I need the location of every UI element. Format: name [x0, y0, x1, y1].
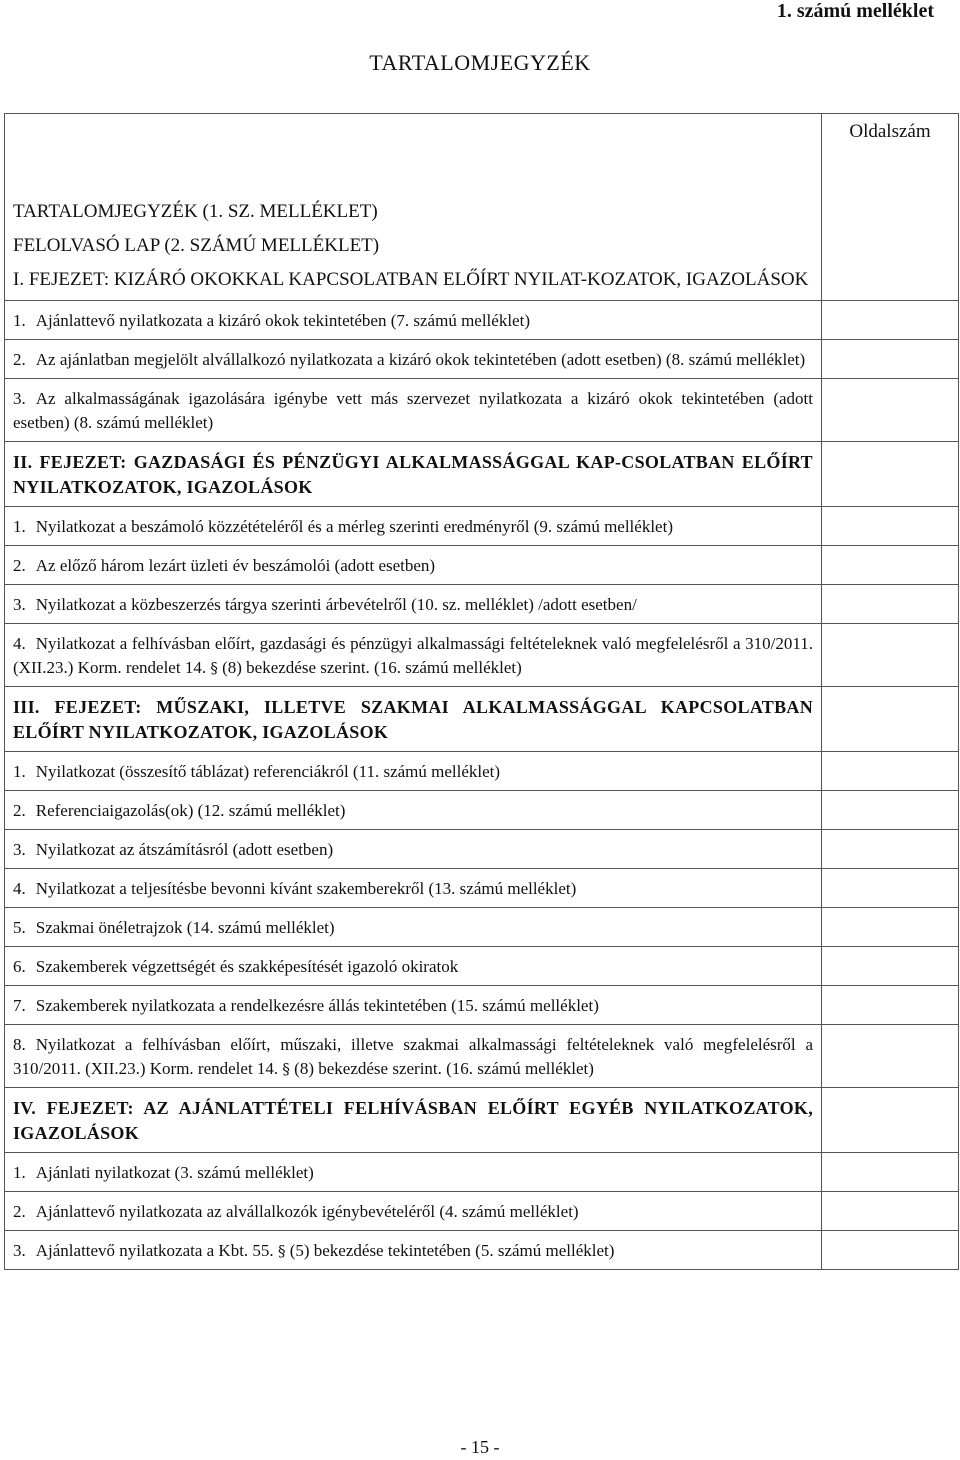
item-text: Szakemberek végzettségét és szakképesítését igazoló okiratok [35, 957, 459, 976]
item-text: Az alkalmasságának igazolására igénybe vett más szervezet nyilatkozata a kizáró okok tekintetében (adott esetben) (8. számú melléklet) [13, 389, 813, 432]
item-number: 3. [13, 595, 26, 614]
toc-item-row [5, 752, 959, 791]
toc-header-line: I. FEJEZET: KIZÁRÓ OKOKKAL KAPCSOLATBAN ELŐÍRT NYILAT-KOZATOK, IGAZOLÁSOK [13, 269, 809, 290]
item-text: Szakemberek nyilatkozata a rendelkezésre állás tekintetében (15. számú melléklet) [35, 996, 599, 1015]
toc-item [5, 1192, 822, 1231]
item-text: Ajánlattevő nyilatkozata az alvállalkozók igénybevételéről (4. számú melléklet) [35, 1202, 579, 1221]
toc-item-row [5, 546, 959, 585]
toc-item [5, 830, 822, 869]
item-text: Nyilatkozat az átszámításról (adott esetben) [35, 840, 334, 859]
item-number: 5. [13, 918, 26, 937]
page-number-cell [822, 624, 959, 687]
page-number-cell [822, 1088, 959, 1153]
item-number: 1. [13, 311, 26, 330]
page-number-cell [822, 752, 959, 791]
toc-table [4, 113, 959, 1270]
toc-item-row [5, 1153, 959, 1192]
item-text: Nyilatkozat a teljesítésbe bevonni kívánt szakemberekről (13. számú melléklet) [35, 879, 577, 898]
item-number: 1. [13, 517, 26, 536]
toc-item [5, 908, 822, 947]
toc-item-row [5, 301, 959, 340]
chapter-title: IV. FEJEZET: AZ AJÁNLATTÉTELI FELHÍVÁSBAN ELŐÍRT EGYÉB NYILATKOZATOK, IGAZOLÁSOK [13, 1098, 813, 1143]
toc-body [5, 301, 959, 1270]
page-number-cell [822, 908, 959, 947]
toc-item [5, 624, 822, 687]
item-number: 4. [13, 634, 26, 653]
toc-item [5, 1231, 822, 1270]
page-number-cell [822, 301, 959, 340]
toc-item-row [5, 585, 959, 624]
toc-item-row [5, 507, 959, 546]
item-number: 2. [13, 556, 26, 575]
page-number-cell [822, 1231, 959, 1270]
toc-item-row [5, 1192, 959, 1231]
item-text: Az előző három lezárt üzleti év beszámolói (adott esetben) [35, 556, 436, 575]
item-text: Nyilatkozat a beszámoló közzétételéről és a mérleg szerinti eredményről (9. számú melléklet) [35, 517, 673, 536]
item-text: Szakmai önéletrajzok (14. számú melléklet) [35, 918, 335, 937]
item-number: 7. [13, 996, 26, 1015]
item-number: 2. [13, 1202, 26, 1221]
toc-item [5, 791, 822, 830]
item-text: Nyilatkozat a felhívásban előírt, gazdasági és pénzügyi alkalmassági feltételeknek való megfelelésről a 310/2011. (XII.23.) Korm. rendelet 14. [13, 634, 813, 677]
toc-item-row [5, 830, 959, 869]
page-number-cell [822, 947, 959, 986]
item-text: Ajánlati nyilatkozat (3. számú melléklet) [35, 1163, 314, 1182]
chapter-heading [5, 442, 822, 507]
page-number-cell [822, 340, 959, 379]
toc-item [5, 379, 822, 442]
toc-item [5, 340, 822, 379]
item-number: 1. [13, 1163, 26, 1182]
toc-item-row [5, 624, 959, 687]
item-number: 6. [13, 957, 26, 976]
page-number-cell [822, 830, 959, 869]
toc-item-row [5, 791, 959, 830]
toc-header-cell [5, 114, 822, 301]
toc-item [5, 546, 822, 585]
toc-item-row [5, 908, 959, 947]
item-number: 3. [13, 840, 26, 859]
annex-label: 1. számú melléklet [776, 0, 934, 22]
toc-header-line: FELOLVASÓ LAP (2. SZÁMÚ MELLÉKLET) [13, 235, 380, 256]
section-sign: § [210, 659, 218, 677]
page-number-cell [822, 585, 959, 624]
item-text: Referenciaigazolás(ok) (12. számú melléklet) [35, 801, 346, 820]
page-number-cell [822, 442, 959, 507]
item-text: Nyilatkozat a közbeszerzés tárgya szerinti árbevételről (10. sz. melléklet) /adott esetben/ [35, 595, 637, 614]
toc-chapter-row [5, 687, 959, 752]
page-column-header: Oldalszám [822, 114, 959, 301]
toc-item [5, 507, 822, 546]
item-text: Nyilatkozat (összesítő táblázat) referenciákról (11. számú melléklet) [35, 762, 501, 781]
page-number-cell [822, 869, 959, 908]
toc-chapter-row [5, 442, 959, 507]
toc-item [5, 301, 822, 340]
item-number: 2. [13, 350, 26, 369]
page-number-cell [822, 1192, 959, 1231]
item-text: (8) bekezdése szerint. (16. számú melléklet) [222, 658, 522, 677]
chapter-heading [5, 687, 822, 752]
item-number: 3. [13, 389, 26, 408]
page-number-cell [822, 379, 959, 442]
toc-item [5, 1025, 822, 1088]
item-text: Nyilatkozat a felhívásban előírt, műszaki, illetve szakmai alkalmassági feltételeknek való megfelelésről a 310/2011. (XII.23.) Korm. rendelet 14. [13, 1035, 813, 1078]
toc-header-row [5, 114, 959, 301]
toc-item-row [5, 947, 959, 986]
item-text: Ajánlattevő nyilatkozata a Kbt. 55. [35, 1241, 274, 1260]
chapter-heading [5, 1088, 822, 1153]
toc-item [5, 947, 822, 986]
toc-item-row [5, 1231, 959, 1270]
page-number-cell [822, 1153, 959, 1192]
toc-header-line: TARTALOMJEGYZÉK (1. SZ. MELLÉKLET) [13, 201, 378, 222]
toc-item [5, 869, 822, 908]
item-text: Ajánlattevő nyilatkozata a kizáró okok tekintetében (7. számú melléklet) [35, 311, 530, 330]
page-number-cell [822, 546, 959, 585]
toc-item [5, 752, 822, 791]
toc-item-row [5, 340, 959, 379]
section-sign: § [282, 1060, 290, 1078]
item-text: Az ajánlatban megjelölt alvállalkozó nyilatkozata a kizáró okok tekintetében (adott esetben) (8. számú melléklet) [35, 350, 806, 369]
page-number-cell [822, 791, 959, 830]
toc-chapter-row [5, 1088, 959, 1153]
toc-item [5, 986, 822, 1025]
toc-item [5, 1153, 822, 1192]
chapter-title: III. FEJEZET: MŰSZAKI, ILLETVE SZAKMAI ALKALMASSÁGGAL KAPCSOLATBAN ELŐÍRT NYILATKOZATOK, IGAZOLÁSOK [13, 697, 813, 742]
item-number: 2. [13, 801, 26, 820]
toc-item [5, 585, 822, 624]
item-text: (8) bekezdése szerint. (16. számú melléklet) [294, 1059, 594, 1078]
toc-item-row [5, 379, 959, 442]
page-number-cell [822, 1025, 959, 1088]
item-number: 1. [13, 762, 26, 781]
page-number: - 15 - [460, 1437, 500, 1457]
toc-item-row [5, 869, 959, 908]
page-number-cell [822, 507, 959, 546]
item-number: 8. [13, 1035, 26, 1054]
item-number: 3. [13, 1241, 26, 1260]
item-number: 4. [13, 879, 26, 898]
toc-item-row [5, 986, 959, 1025]
page-number-cell [822, 687, 959, 752]
chapter-title: II. FEJEZET: GAZDASÁGI ÉS PÉNZÜGYI ALKALMASSÁGGAL KAP-CSOLATBAN ELŐÍRT NYILATKOZATOK, IGAZOLÁSOK [13, 452, 813, 497]
page-number-cell [822, 986, 959, 1025]
page-title: TARTALOMJEGYZÉK [369, 50, 591, 75]
item-text: (5) bekezdése tekintetében (5. számú melléklet) [289, 1241, 615, 1260]
toc-item-row [5, 1025, 959, 1088]
section-sign: § [277, 1242, 286, 1260]
